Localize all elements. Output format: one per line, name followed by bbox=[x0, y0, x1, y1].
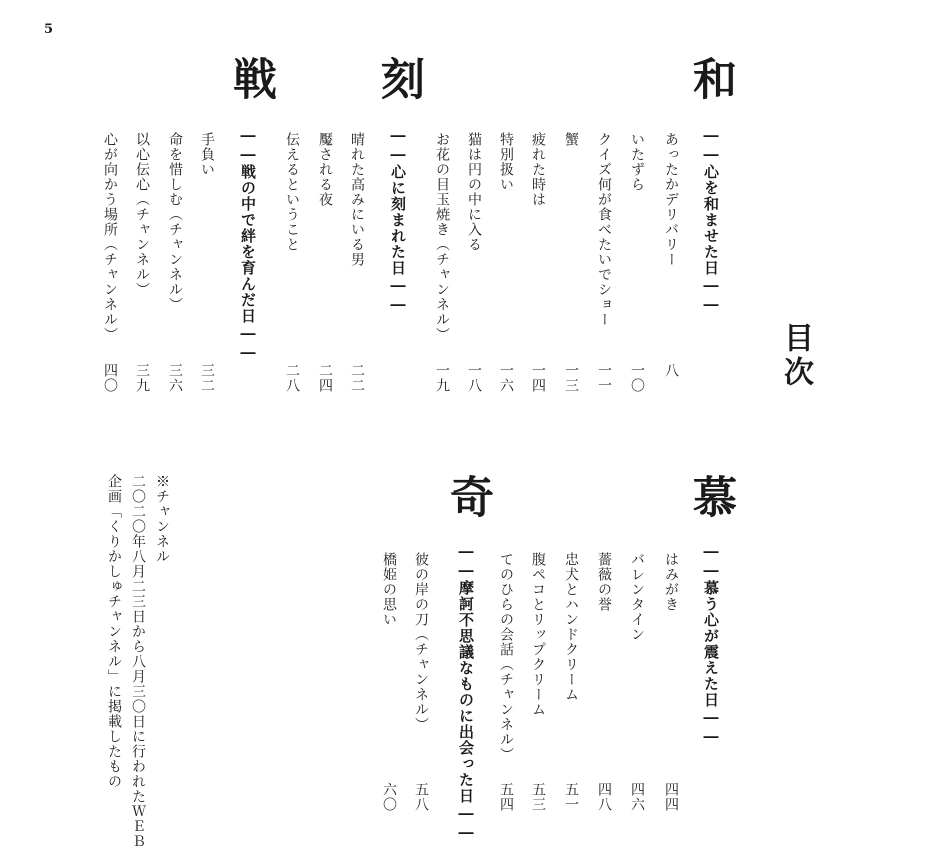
toc-item[interactable]: 忠犬とハンドクリーム bbox=[563, 552, 579, 702]
note-line: ※チャンネル bbox=[154, 474, 170, 564]
toc-item[interactable]: クイズ何が食べたいでショー bbox=[596, 132, 612, 327]
toc-page: 三六 bbox=[167, 363, 183, 393]
toc-page: 四八 bbox=[596, 782, 612, 812]
toc-page: 四〇 bbox=[102, 363, 118, 393]
section-subtitle: ――摩訶不思議なものに出会った日―― bbox=[457, 542, 475, 842]
toc-page: 一六 bbox=[498, 363, 514, 393]
toc-item[interactable]: 魘される夜 bbox=[317, 132, 333, 207]
section-title: 戦 bbox=[225, 56, 276, 100]
toc-item[interactable]: 疲れた時は bbox=[530, 132, 546, 207]
toc-item[interactable]: 蟹 bbox=[563, 132, 579, 147]
section-title: 奇 bbox=[442, 474, 493, 518]
toc-page: 一〇 bbox=[629, 363, 645, 393]
toc-page: 四六 bbox=[629, 782, 645, 812]
toc-item[interactable]: 伝えるということ bbox=[284, 132, 300, 252]
toc-item[interactable]: バレンタイン bbox=[629, 552, 645, 642]
toc-page: 五三 bbox=[530, 782, 546, 812]
section-title: 刻 bbox=[373, 56, 424, 100]
toc-item[interactable]: 心が向かう場所（チャンネル） bbox=[102, 132, 118, 342]
toc-item[interactable]: 彼の岸の刀（チャンネル） bbox=[413, 552, 429, 732]
toc-item[interactable]: 命を惜しむ（チャンネル） bbox=[167, 132, 183, 312]
toc-item[interactable]: はみがき bbox=[663, 552, 679, 612]
toc-heading: 目次 bbox=[778, 322, 813, 390]
note-line: 企画「くりかしゅチャンネル」に掲載したもの bbox=[106, 474, 122, 789]
toc-item[interactable]: お花の目玉焼き（チャンネル） bbox=[434, 132, 450, 342]
toc-page: 四四 bbox=[663, 782, 679, 812]
toc-page: 五四 bbox=[498, 782, 514, 812]
toc-page: 八 bbox=[663, 363, 679, 378]
toc-item[interactable]: てのひらの会話（チャンネル） bbox=[498, 552, 514, 762]
section-subtitle: ――慕う心が震えた日―― bbox=[702, 542, 720, 746]
section-title: 和 bbox=[685, 56, 736, 100]
toc-item[interactable]: 以心伝心（チャンネル） bbox=[134, 132, 150, 297]
toc-page: 二二 bbox=[349, 363, 365, 393]
page-number: 5 bbox=[44, 22, 54, 37]
toc-page: 二四 bbox=[317, 363, 333, 393]
toc-page: 一四 bbox=[530, 363, 546, 393]
toc-item[interactable]: 薔薇の誉 bbox=[596, 552, 612, 612]
toc-page: 五一 bbox=[563, 782, 579, 812]
toc-page: 六〇 bbox=[381, 782, 397, 812]
section-subtitle: ――戦の中で絆を育んだ日―― bbox=[239, 126, 257, 362]
toc-page: 一九 bbox=[434, 363, 450, 393]
section-subtitle: ――心に刻まれた日―― bbox=[389, 126, 407, 314]
section-title: 慕 bbox=[685, 474, 736, 518]
toc-page: 一八 bbox=[466, 363, 482, 393]
section-subtitle: ――心を和ませた日―― bbox=[702, 126, 720, 314]
toc-item[interactable]: いたずら bbox=[629, 132, 645, 192]
toc-item[interactable]: 猫は円の中に入る bbox=[466, 132, 482, 252]
toc-item[interactable]: 腹ペコとリップクリーム bbox=[530, 552, 546, 717]
toc-item[interactable]: 晴れた高みにいる男 bbox=[349, 132, 365, 267]
note-line: 二〇二〇年八月二三日から八月三〇日に行われたＷＥＢ bbox=[130, 474, 146, 849]
toc-page: 一一 bbox=[596, 363, 612, 393]
toc-page: 三二 bbox=[199, 363, 215, 393]
toc-item[interactable]: 橋姫の思い bbox=[381, 552, 397, 627]
toc-item[interactable]: あったかデリバリー bbox=[663, 132, 679, 267]
toc-page: 一三 bbox=[563, 363, 579, 393]
toc-item[interactable]: 手負い bbox=[199, 132, 215, 177]
toc-page: 二八 bbox=[284, 363, 300, 393]
toc-item[interactable]: 特別扱い bbox=[498, 132, 514, 192]
toc-page: 三九 bbox=[134, 363, 150, 393]
toc-page: 五八 bbox=[413, 782, 429, 812]
